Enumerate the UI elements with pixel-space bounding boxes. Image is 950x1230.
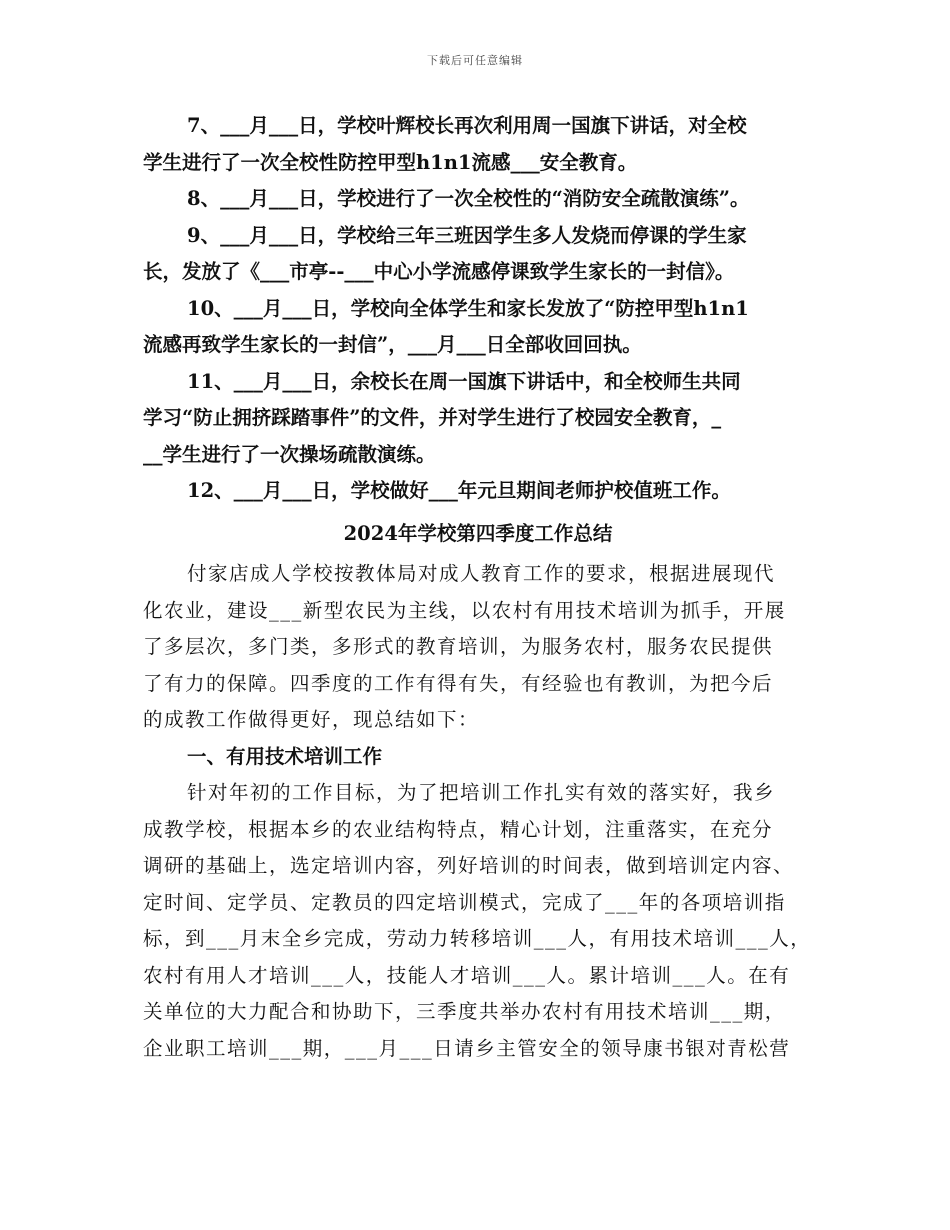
- paragraph-line: 了有力的保障。四季度的工作有得有失，有经验也有教训，为把今后: [143, 671, 774, 695]
- section-title: 2024年学校第四季度工作总结: [343, 521, 613, 545]
- item-line: 9、___月___日，学校给三年三班因学生多人发烧而停课的学生家: [187, 223, 747, 247]
- paragraph-line: 农村有用人才培训___人，技能人才培训___人。累计培训___人。在有: [143, 963, 791, 987]
- item-line: __学生进行了一次操场疏散演练。: [143, 442, 436, 466]
- paragraph-line: 成教学校，根据本乡的农业结构特点，精心计划，注重落实，在充分: [143, 817, 774, 841]
- item-line: 8、___月___日，学校进行了一次全校性的“消防安全疏散演练”。: [187, 187, 750, 210]
- item-line: 12、___月___日，学校做好___年元旦期间老师护校值班工作。: [187, 479, 731, 502]
- paragraph-line: 付家店成人学校按教体局对成人教育工作的要求，根据进展现代: [187, 562, 776, 585]
- item-line: 流感再致学生家长的一封信”，___月___日全部收回回执。: [143, 333, 642, 356]
- paragraph-line: 针对年初的工作目标，为了把培训工作扎实有效的落实好，我乡: [187, 781, 776, 804]
- paragraph-line: 了多层次，多门类，多形式的教育培训，为服务农村，服务农民提供: [143, 635, 774, 658]
- paragraph-line: 定时间、定学员、定教员的四定培训模式，完成了___年的各项培训指: [143, 890, 786, 914]
- item-line: 11、___月___日，余校长在周一国旗下讲话中，和全校师生共同: [187, 369, 741, 393]
- paragraph-line: 化农业，建设___新型农民为主线，以农村有用技术培训为抓手，开展: [143, 598, 786, 622]
- page-header: 下载后可任意编辑: [427, 54, 523, 67]
- paragraph-line: 调研的基础上，选定培训内容，列好培训的时间表，做到培训定内容、: [143, 854, 795, 877]
- paragraph-line: 标，到___月末全乡完成，劳动力转移培训___人，有用技术培训___人，: [143, 927, 812, 950]
- item-line: 学生进行了一次全校性防控甲型h1n1流感___安全教育。: [143, 150, 638, 174]
- item-line: 学习“防止拥挤踩踏事件”的文件，并对学生进行了校园安全教育，_: [143, 406, 722, 429]
- paragraph-line: 关单位的大力配合和协助下，三季度共举办农村有用技术培训___期，: [143, 1000, 786, 1023]
- paragraph-line: 的成教工作做得更好，现总结如下：: [143, 708, 480, 731]
- item-line: 长，发放了《___市亭--___中心小学流感停课致学生家长的一封信》。: [143, 260, 735, 283]
- paragraph-line: 企业职工培训___期，___月___日请乡主管安全的领导康书银对青松营: [143, 1036, 791, 1060]
- document-body: [143, 108, 813, 1067]
- item-line: 7、___月___日，学校叶辉校长再次利用周一国旗下讲话，对全校: [187, 114, 747, 137]
- subheading: 一、有用技术培训工作: [187, 744, 383, 768]
- item-line: 10、___月___日，学校向全体学生和家长发放了“防控甲型h1n1: [187, 296, 749, 320]
